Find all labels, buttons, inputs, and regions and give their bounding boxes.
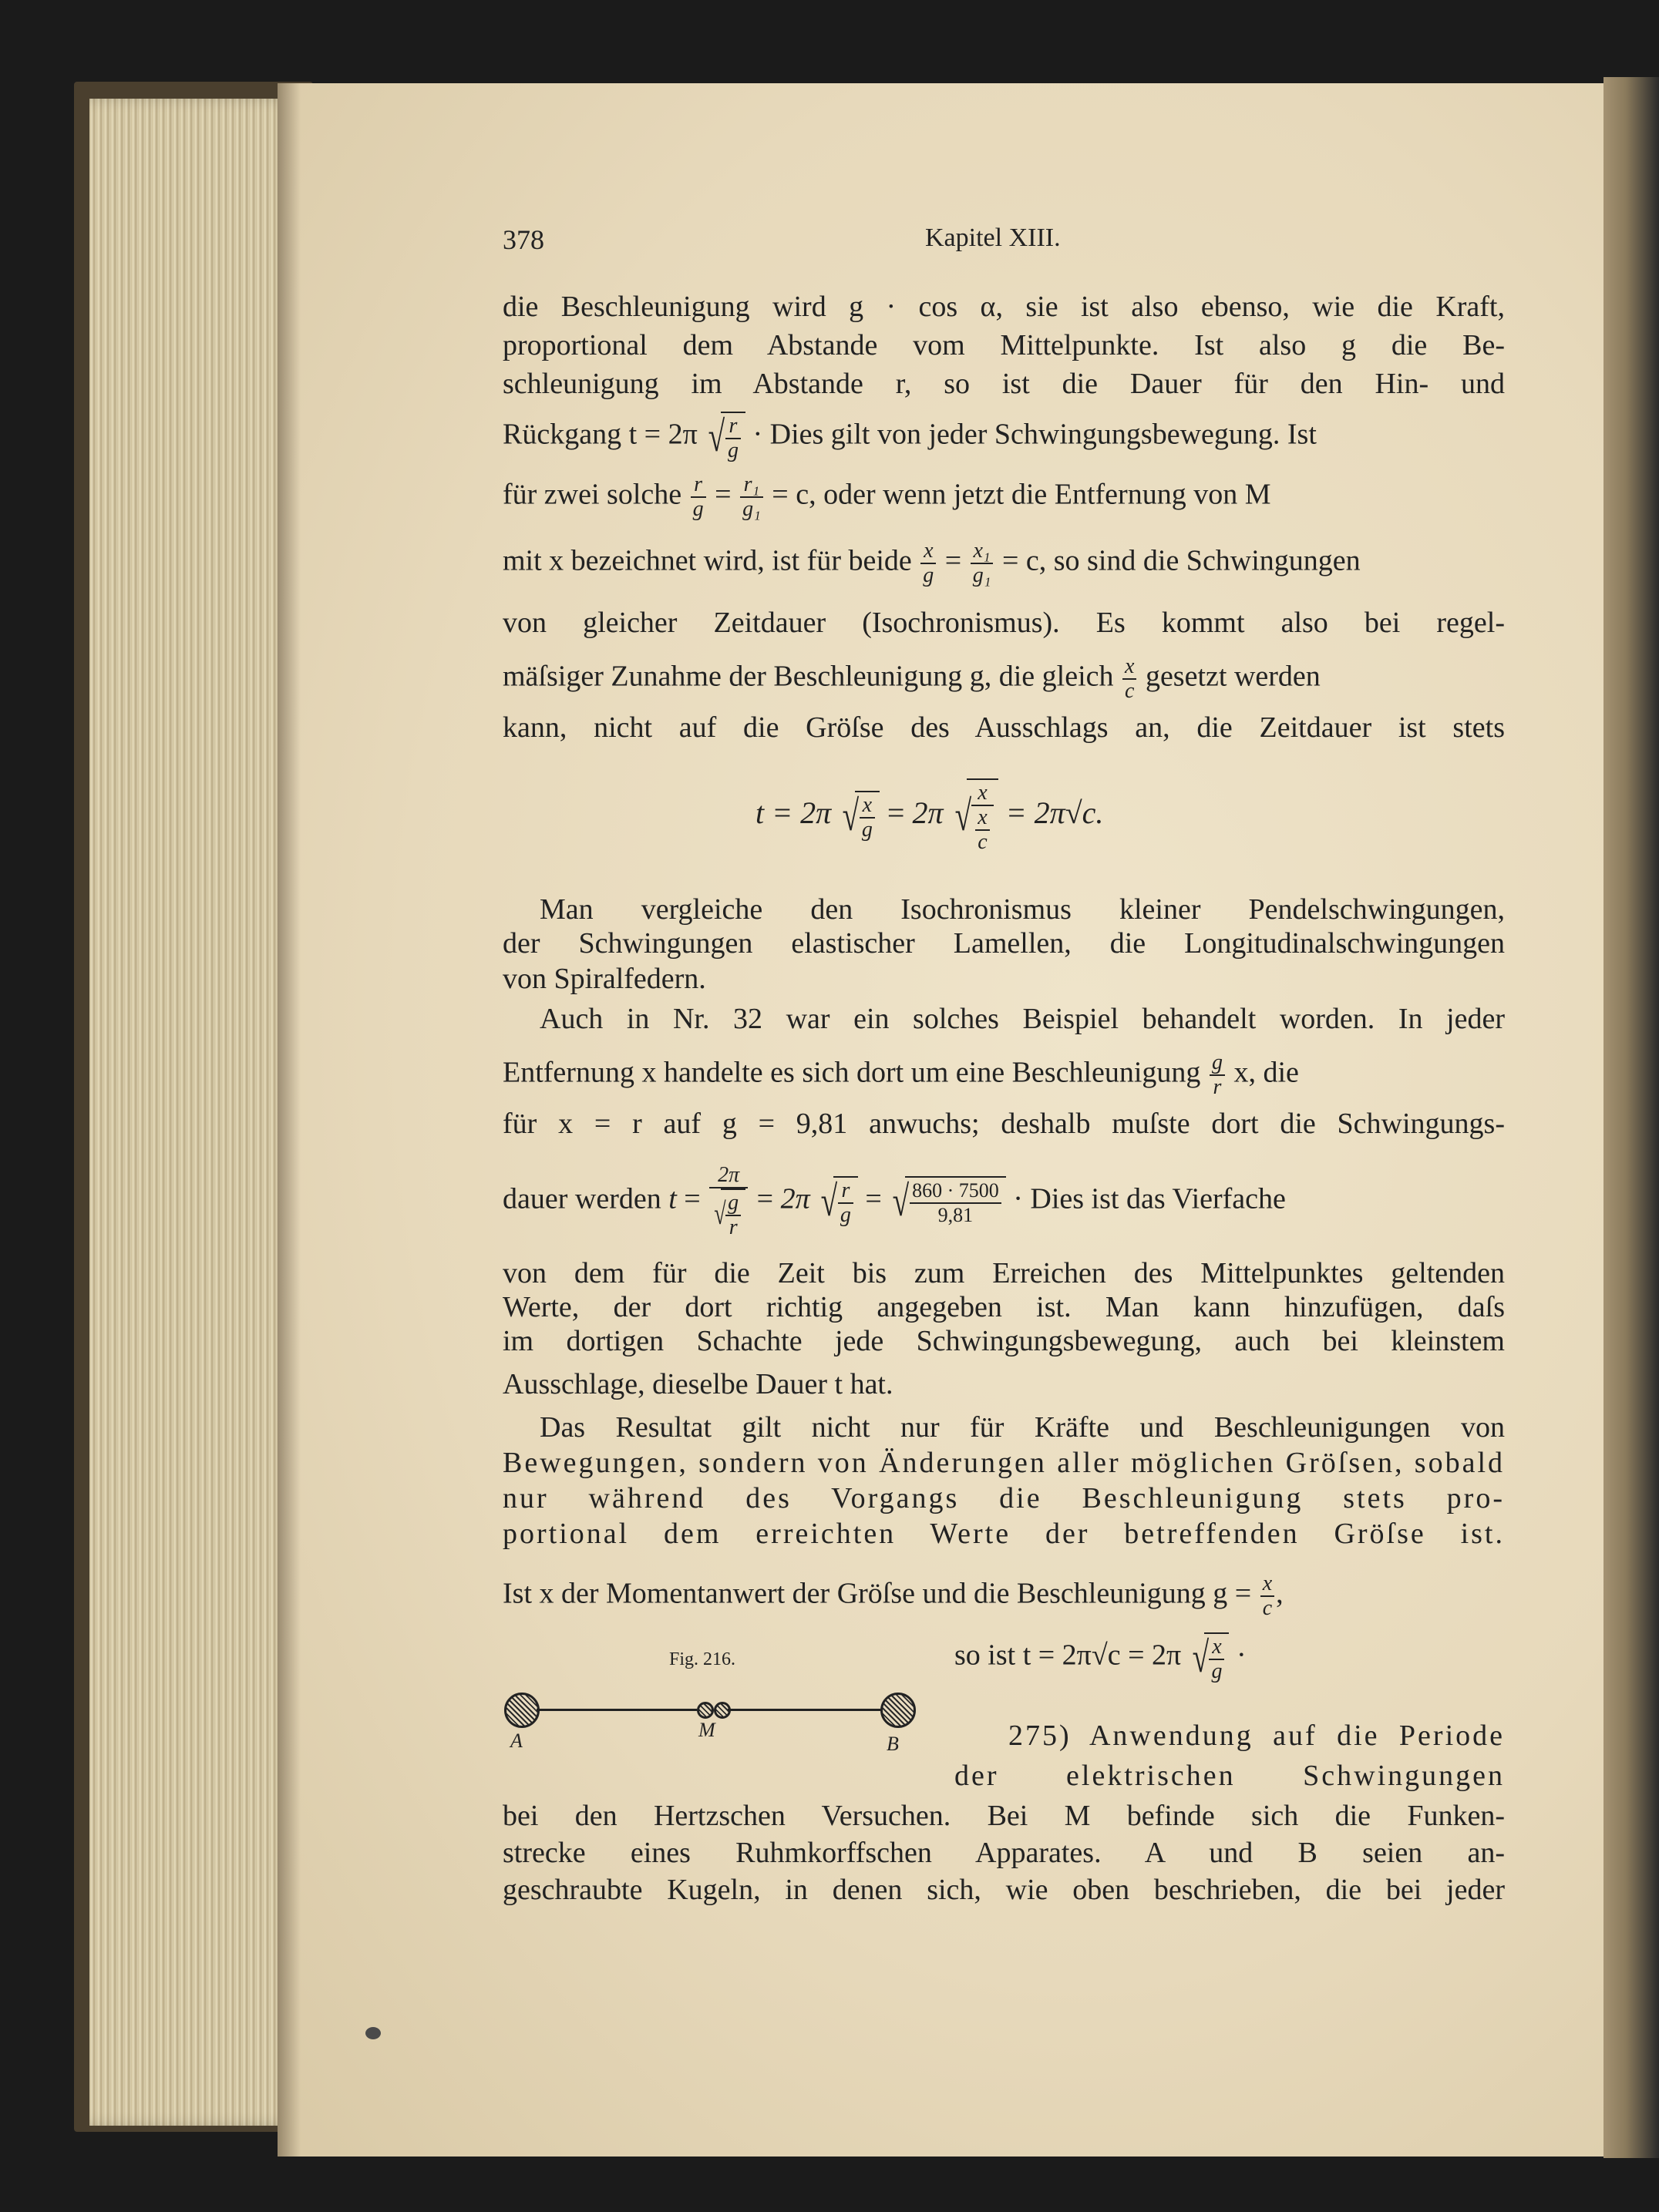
wire-left [537,1709,697,1711]
fraction-r1-g1: $\frac{\text{r₁}}{\text{g₁}}$ [740,473,763,521]
text-line: so ist t = 2π√c = 2π √ $\frac{x}{g}$ · [954,1634,1247,1683]
text-line: dauer werden t = 2π √ $\frac{g}{r}$ = 2π √ $\frac{r}{g}$ = √ $\frac{860 \cdot 7500}{9,81}$ · Dies ist das Vierfache [503,1163,1286,1239]
figure-label-b: B [887,1733,899,1755]
fraction-x-g: $\frac{x}{g}$ [920,540,936,587]
text-span: mit x bezeichnet wird, ist für beide [503,544,912,577]
text-span: Entfernung x handelte es sich dort um eine Beschleunigung [503,1056,1201,1089]
fraction-2pi-sqrt: 2π √ $\frac{g}{r}$ [709,1164,748,1239]
page-number: 378 [503,224,544,255]
text-line: für x = r auf g = 9,81 anwuchs; deshalb muſste dort die Schwingungs- [503,1108,1505,1140]
text-line: von dem für die Zeit bis zum Erreichen des Mittelpunktes geltenden [503,1257,1505,1289]
text-span: Ist x der Momentanwert der Gröſse und die Beschleunigung g = [503,1577,1252,1610]
text-line: Man vergleiche den Isochronismus kleiner Pendelschwingungen, [540,893,1505,926]
fraction-x-c: $\frac{x}{c}$ [1260,1572,1274,1620]
formula-isochronism: t = 2π √ $\frac{x}{g}$ = 2π √ $\frac{x}{\frac{x}{c}}$ = 2π√c. [755,778,1103,854]
text-line: im dortigen Schachte jede Schwingungsbewegung, auch bei kleinstem [503,1325,1505,1357]
text-line: geschraubte Kugeln, in denen sich, wie oben beschrieben, die bei jeder [503,1874,1505,1906]
section-heading: 275) Anwendung auf die Periode [1008,1720,1505,1752]
binding-shadow [278,83,301,2157]
text-line [503,655,1505,703]
sphere-b [880,1693,916,1728]
fraction-x1-g1: $\frac{\text{x₁}}{\text{g₁}}$ [971,540,994,587]
text-span: so ist t = 2π√c = 2π [954,1639,1182,1672]
book-cover-right [1603,77,1659,2158]
text-line: portional dem erreichten Werte der betreffenden Gröſse ist. [503,1518,1505,1550]
text-line: strecke eines Ruhmkorffschen Apparates. A und B seien an- [503,1837,1505,1869]
ink-spot [365,2027,381,2039]
text-span: = c, so sind die Schwingungen [1001,544,1361,577]
figure-label-m: M [698,1719,715,1741]
text-line [503,1051,1505,1099]
text-line: proportional dem Abstande vom Mittelpunkte. Ist also g die Be- [503,329,1505,361]
section-heading: der elektrischen Schwingungen [954,1760,1505,1792]
text-line: die Beschleunigung wird g · cos α, sie ist also ebenso, wie die Kraft, [503,291,1505,323]
wire-right [728,1709,880,1711]
spark-ball-left [697,1702,714,1719]
text-span: · Dies ist das Vierfache [1013,1182,1286,1215]
text-span: mäſsiger Zunahme der Beschleunigung g, die gleich [503,660,1114,693]
fraction-x-c: $\frac{x}{c}$ [1122,655,1136,703]
text-span: Rückgang t = 2π [503,418,698,451]
text-line: schleunigung im Abstande r, so ist die Dauer für den Hin- und [503,368,1505,400]
text-line: von Spiralfedern. [503,963,706,995]
text-span: für zwei solche [503,478,682,511]
text-line: Das Resultat gilt nicht nur für Kräfte und Beschleunigungen von [540,1411,1505,1444]
text-line: Ist x der Momentanwert der Gröſse und die Beschleunigung g = $\frac{x}{c}$ , [503,1572,1284,1620]
text-line: von gleicher Zeitdauer (Isochronismus). Es kommt also bei regel- [503,607,1505,639]
fraction-g-r: $\frac{g}{r}$ [1210,1051,1225,1099]
text-span: · Dies gilt von jeder Schwingungsbewegung. Ist [752,418,1317,451]
fraction-r-g: $\frac{r}{g}$ [691,473,706,521]
text-line: Werte, der dort richtig angegeben ist. Man kann hinzufügen, daſs [503,1291,1505,1323]
text-line: der Schwingungen elastischer Lamellen, die Longitudinalschwingungen [503,927,1505,960]
text-line: kann, nicht auf die Gröſse des Ausschlags an, die Zeitdauer ist stets [503,711,1505,744]
text-line: Bewegungen, sondern von Änderungen aller möglichen Gröſsen, sobald [503,1447,1505,1479]
text-span: x, die [1233,1056,1299,1089]
text-line: bei den Hertzschen Versuchen. Bei M befinde sich die Funken- [503,1800,1505,1832]
text-line: Ausschlage, dieselbe Dauer t hat. [503,1368,893,1400]
sphere-a [504,1693,540,1728]
figure-label-a: A [510,1730,523,1752]
text-line: Auch in Nr. 32 war ein solches Beispiel behandelt worden. In jeder [540,1003,1505,1035]
running-header: Kapitel XIII. [925,224,1061,252]
text-span: dauer werden [503,1182,661,1215]
text-line: für zwei solche $\frac{r}{g}$ = $\frac{\text{r₁}}{\text{g₁}}$ = c, oder wenn jetzt die Entfernung von M [503,472,1271,521]
text-line [503,412,1505,462]
text-line: nur während des Vorgangs die Beschleunigung stets pro- [503,1482,1505,1514]
text-span: = c, oder wenn jetzt die Entfernung von M [772,478,1271,511]
text-span: gesetzt werden [1145,660,1321,693]
sqrt-r-over-g: √ $\frac{r}{g}$ [705,412,745,462]
text-line: mit x bezeichnet wird, ist für beide $\frac{x}{g}$ = $\frac{\text{x₁}}{\text{g₁}}$ = c, so sind die Schwingungen [503,539,1361,587]
figure-caption: Fig. 216. [669,1649,736,1669]
